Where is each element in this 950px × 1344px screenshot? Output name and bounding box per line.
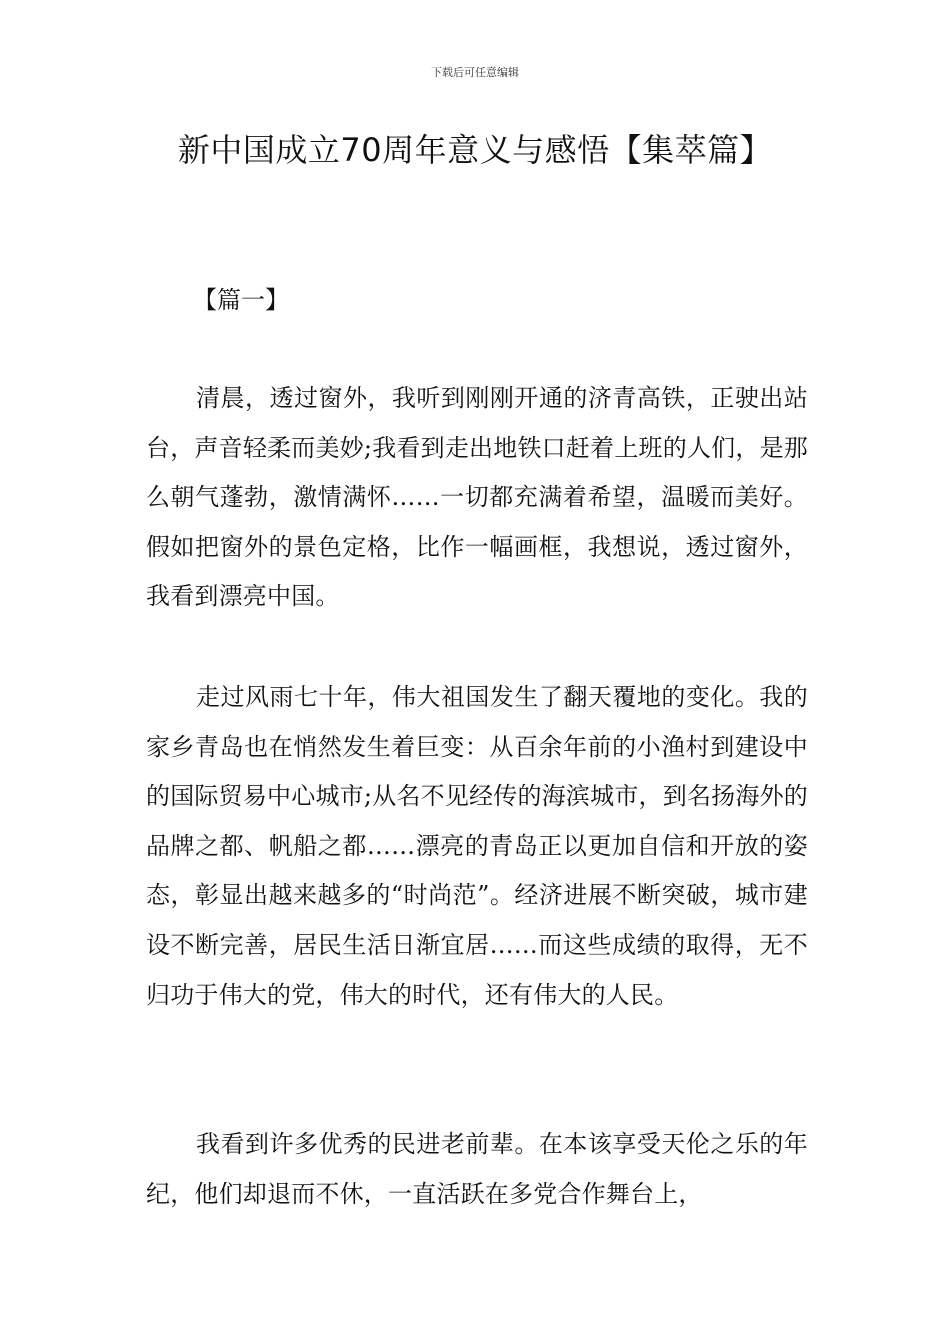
header-note: 下载后可任意编辑	[431, 66, 519, 79]
paragraph-1: 清晨，透过窗外，我听到刚刚开通的济青高铁，正驶出站台，声音轻柔而美妙;我看到走出地铁口赶着上班的人们，是那么朝气蓬勃，激情满怀……一切都充满着希望，温暖而美好。假如把窗外的景色定格，比作一幅画框，我想说，透过窗外，我看到漂亮中国。	[146, 384, 808, 611]
paragraph-2: 走过风雨七十年，伟大祖国发生了翻天覆地的变化。我的家乡青岛也在悄然发生着巨变：从百余年前的小渔村到建设中的国际贸易中心城市;从名不见经传的海滨城市，到名扬海外的品牌之都、帆船之都……漂亮的青岛正以更加自信和开放的姿态，彰显出越来越多的“时尚范”。经济进展不断突破，城市建设不断完善，居民生活日渐宜居……而这些成绩的取得，无不归功于伟大的党，伟大的时代，还有伟大的人民。	[146, 683, 808, 1009]
section-label: 【篇一】	[193, 286, 289, 314]
paragraph-3: 我看到许多优秀的民进老前辈。在本该享受天伦之乐的年纪，他们却退而不休，一直活跃在多党合作舞台上，	[146, 1130, 808, 1208]
document-title: 新中国成立70周年意义与感悟【集萃篇】	[177, 131, 773, 169]
